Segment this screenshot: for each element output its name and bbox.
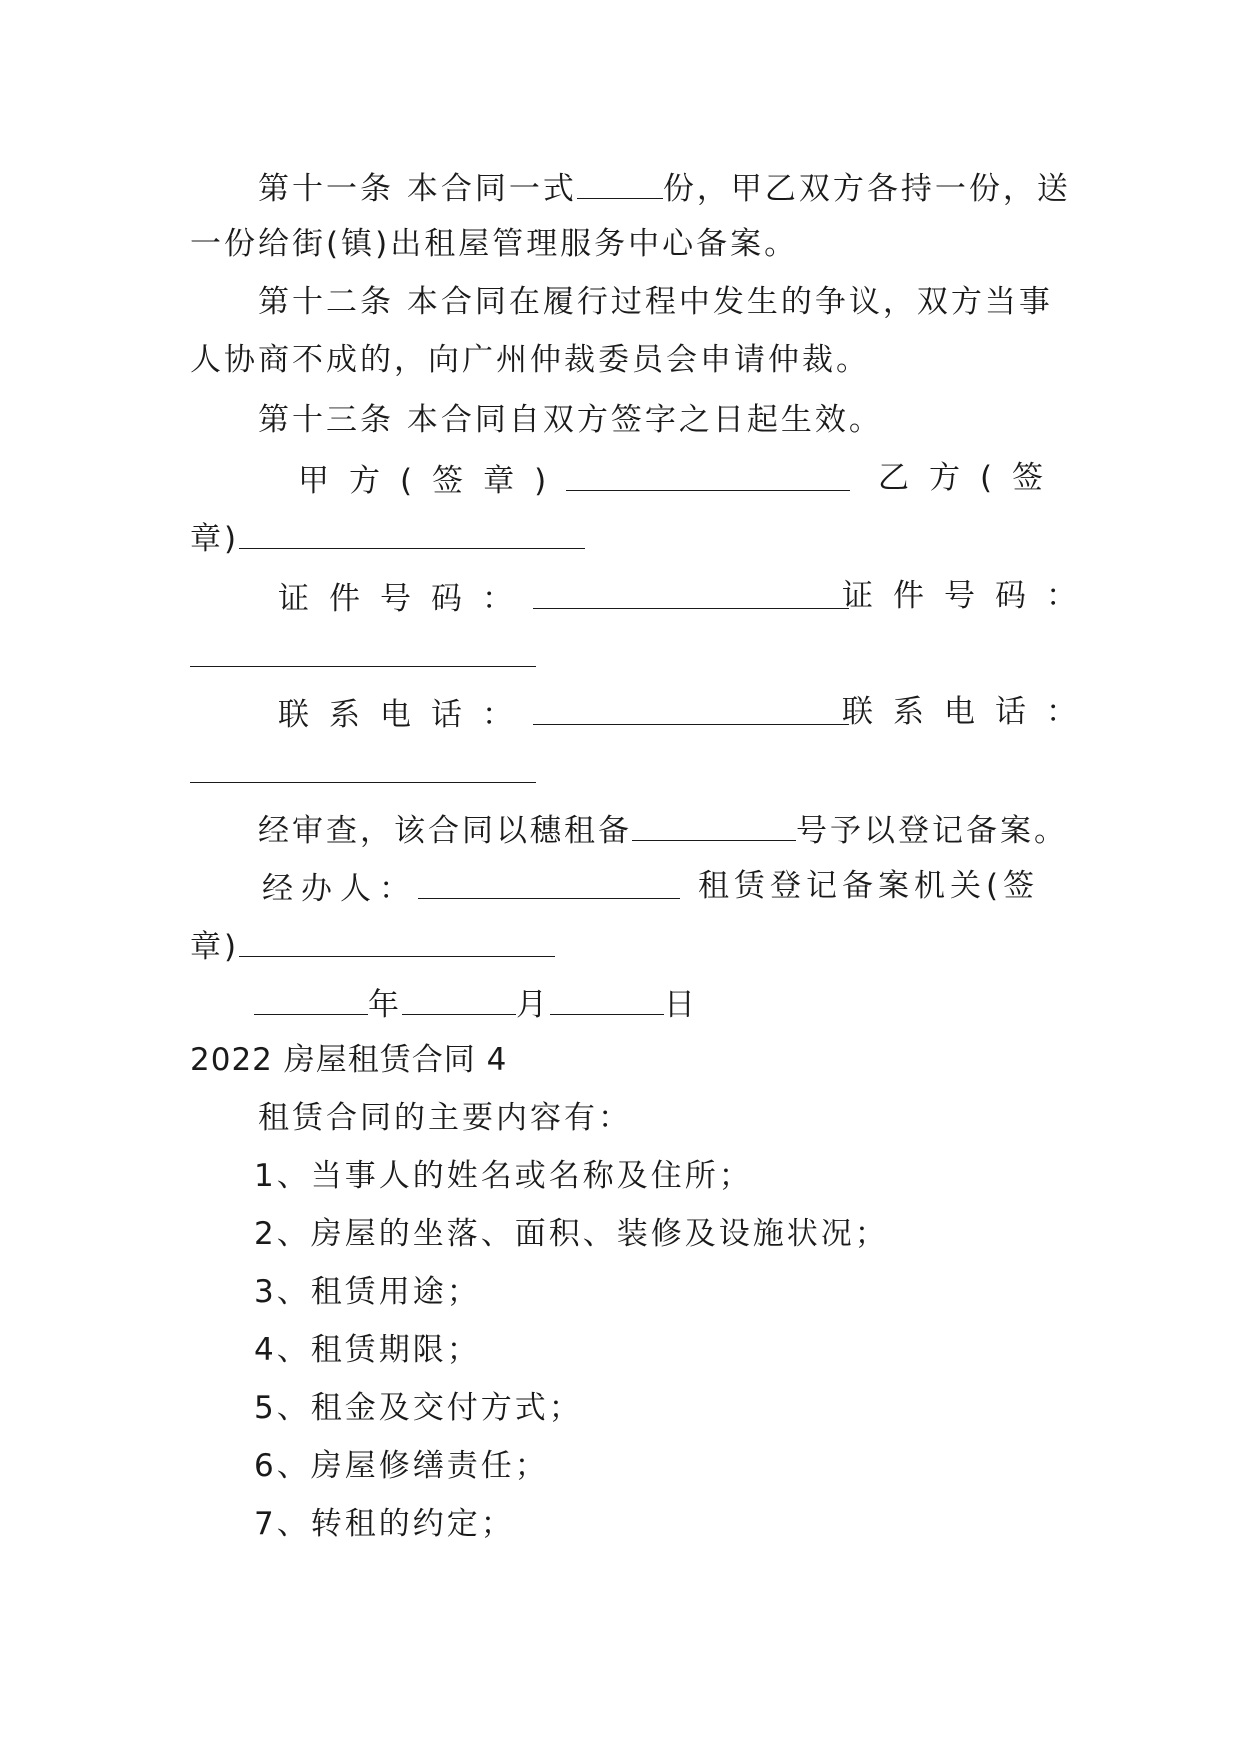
party-a-signature-line [298, 458, 850, 501]
party-a-phone-line [278, 692, 849, 735]
registration-text-end: 号予以登记备案。 [796, 813, 1068, 849]
party-b-signature-blank [239, 516, 585, 549]
party-a-id-line [278, 576, 849, 619]
list-item: 6、房屋修缮责任； [254, 1448, 549, 1484]
party-a-phone-blank [533, 692, 849, 725]
list-item: 5、租金及交付方式； [254, 1390, 583, 1426]
clause-11-text-end: 份，甲乙双方各持一份，送 [662, 171, 1071, 207]
party-b-signature-label: 乙方(签 [878, 460, 1064, 496]
party-b-signature-label-end: 章) [190, 521, 240, 557]
party-b-id-blank-line [190, 634, 536, 677]
clause-13-line: 第十三条 本合同自双方签字之日起生效。 [258, 402, 883, 438]
clause-12-line-1: 第十二条 本合同在履行过程中发生的争议，双方当事 [258, 284, 1053, 320]
clause-11-line-1 [258, 166, 1071, 209]
authority-signature-label-end: 章) [190, 929, 240, 965]
party-a-phone-label: 联系电话： [278, 697, 533, 733]
list-item: 7、转租的约定； [254, 1506, 515, 1542]
party-b-signature-line [190, 516, 585, 559]
list-item: 2、房屋的坐落、面积、装修及设施状况； [254, 1216, 889, 1252]
registration-line [258, 808, 1068, 851]
registration-number-blank [632, 808, 796, 841]
handler-line [262, 866, 680, 909]
year-blank [254, 982, 368, 1015]
party-a-id-label: 证件号码： [278, 581, 533, 617]
party-b-phone-blank-line [190, 750, 536, 793]
clause-11-text-start: 第十一条 本合同一式 [258, 171, 577, 207]
party-b-id-blank [190, 634, 536, 667]
handler-blank [418, 866, 680, 899]
authority-signature-line [190, 924, 555, 967]
list-item: 3、租赁用途； [254, 1274, 481, 1310]
month-blank [402, 982, 516, 1015]
clause-11-line-2: 一份给街(镇)出租屋管理服务中心备案。 [190, 226, 799, 262]
authority-signature-blank [239, 924, 555, 957]
list-item: 4、租赁期限； [254, 1332, 481, 1368]
date-line [254, 982, 698, 1025]
day-blank [550, 982, 664, 1015]
clause-12-line-2: 人协商不成的，向广州仲裁委员会申请仲裁。 [190, 342, 870, 378]
registration-authority-label: 租赁登记备案机关(签 [698, 868, 1040, 904]
party-a-id-blank [533, 576, 849, 609]
list-item: 1、当事人的姓名或名称及住所； [254, 1158, 753, 1194]
month-label: 月 [516, 987, 550, 1023]
intro-text: 租赁合同的主要内容有： [258, 1100, 632, 1136]
party-b-phone-label: 联系电话： [842, 694, 1097, 730]
copies-blank [577, 166, 663, 199]
party-b-id-label: 证件号码： [842, 578, 1097, 614]
party-a-signature-label: 甲方(签章) [298, 463, 567, 499]
handler-label: 经办人： [262, 871, 418, 907]
day-label: 日 [664, 987, 698, 1023]
party-b-phone-blank [190, 750, 536, 783]
year-label: 年 [368, 987, 402, 1023]
party-a-signature-blank [566, 458, 850, 491]
registration-text-start: 经审查，该合同以穗租备 [258, 813, 632, 849]
section-heading: 2022 房屋租赁合同 4 [190, 1042, 508, 1078]
